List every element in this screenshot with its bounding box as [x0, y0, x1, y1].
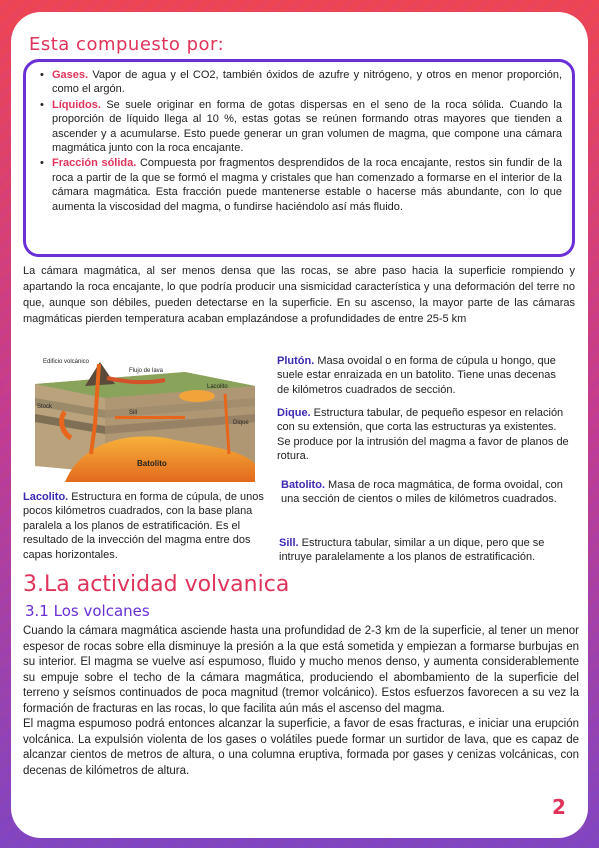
definition-dique: [277, 406, 572, 464]
body-text: [23, 624, 579, 779]
term-liquidos: Líquidos.: [52, 98, 101, 111]
term-description: Se suele originar en forma de gotas dispersas en el seno de la roca sólida. Cuando la proporción de líquido llega al 10 %, estas gotas se reúnen formando otras mayores que tienden a ascender y a acumularse. Esto puede generar un gran volumen de magma, que compone una cámara magmática junto con la roca encajante.: [52, 98, 562, 155]
intro-paragraph: La cámara magmática, al ser menos densa que las rocas, se abre paso hacia la superficie rompiendo y apartando la roca encajante, lo que podría producir una sismicidad característica y una deformación del terre no que, aunque son débiles, pueden detectarse en la superficie. En su ascenso, la mayor parte de las cámaras magmáticas pierden temperatura acaban emplazándose a profundidades de entre 25-5 km: [23, 265, 575, 325]
page-card: [11, 12, 588, 838]
definition-batolito: [281, 478, 566, 507]
definition-lacolito: [23, 490, 265, 562]
term-gases: Gases.: [52, 69, 89, 81]
magma-structures-diagram: [25, 354, 265, 482]
definition-text: Estructura en forma de cúpula, de unos pocos kilómetros cuadrados, con la base plana paralela a los planos de estratificación. Es el resultado de la invección del magma entre dos capas horizontales.: [23, 491, 264, 561]
label-sill: Sill: [129, 410, 138, 416]
term-pluton: Plutón.: [277, 355, 315, 367]
term-lacolito: Lacolito.: [23, 491, 69, 503]
label-stock: Stock: [37, 404, 53, 410]
term-description: Compuesta por fragmentos desprendidos de la roca encajante, restos sin fundir de la roca a partir de la que se formó el magma y cristales que han comenzado a formarse en el interior de la cámara magmática. Esta fracción puede mantenerse estable o hacerse más abundante, con lo que aumenta la viscosidad del magma, o fundirse haciéndolo así más fluido.: [52, 157, 562, 213]
term-sill: Sill.: [279, 537, 299, 549]
label-edificio: Edificio volcánico: [43, 359, 90, 365]
definition-pluton: [277, 354, 567, 397]
term-batolito: Batolito.: [281, 479, 325, 491]
label-flujo: Flujo de lava: [129, 368, 164, 374]
term-dique: Dique.: [277, 407, 311, 419]
section-title: 3.La actividad volvanica: [23, 572, 290, 597]
label-batolito: Batolito: [137, 459, 167, 468]
label-lacolito: Lacolito: [207, 384, 228, 390]
definition-sill: [279, 536, 574, 565]
label-dique: Dique: [233, 420, 249, 426]
definition-text: Estructura tabular, similar a un dique, pero que se intruye paralelamente a los planos de estratificación.: [279, 537, 545, 564]
list-item: [38, 68, 562, 97]
term-description: Vapor de agua y el CO2, también óxidos de azufre y nitrógeno, y otros en menor proporción, como el argón.: [52, 69, 562, 96]
body-paragraph: El magma espumoso podrá entonces alcanzar la superficie, a favor de esas fracturas, e iniciar una erupción volcánica. La expulsión violenta de los gases o volátiles puede formar un surtidor de lava, que es capaz de alcanzar cientos de metros de altura, o una columna eruptiva, formada por gases y cenizas volcánicas, con decenas de kilómetros de altura.: [23, 718, 579, 777]
term-fraccion-solida: Fracción sólida.: [52, 157, 137, 170]
body-paragraph: Cuando la cámara magmática asciende hasta una profundidad de 2-3 km de la superficie, al tener un menor espesor de rocas sobre ella disminuye la presión a la que está sometida y empiezan a formarse burbujas en su interior. El magma se vuelve así espumoso, fluido y mucho menos denso, y aumenta considerablemente su empuje sobre el techo de la cámara magmática, produciendo el abombamiento de la superficie del terreno y seísmos continuados de poca magnitud (tremor volcánico). Estos esfuerzos favorecen a su vez la formación de fracturas en las rocas, lo que facilita aún más el ascenso del magma.: [23, 625, 579, 715]
definition-text: Masa ovoidal o en forma de cúpula u hongo, que suele estar enraizada en un batolito. Tiene unas decenas de kilómetros cuadrados de sección.: [277, 355, 556, 396]
page-number: 2: [552, 795, 566, 819]
section-heading: Esta compuesto por:: [29, 34, 225, 55]
definition-text: Estructura tabular, de pequeño espesor en relación con su extensión, que corta las estructuras ya existentes. Se produce por la intrusión del magma a favor de planos de rotura.: [277, 407, 569, 463]
list-item: [38, 156, 562, 214]
definition-text: Masa de roca magmática, de forma ovoidal, con una sección de cientos o miles de kilómetros cuadrados.: [281, 479, 563, 506]
section-subtitle: 3.1 Los volcanes: [25, 602, 150, 620]
components-box: [23, 59, 575, 257]
components-list: [38, 68, 562, 214]
list-item: [38, 98, 562, 156]
